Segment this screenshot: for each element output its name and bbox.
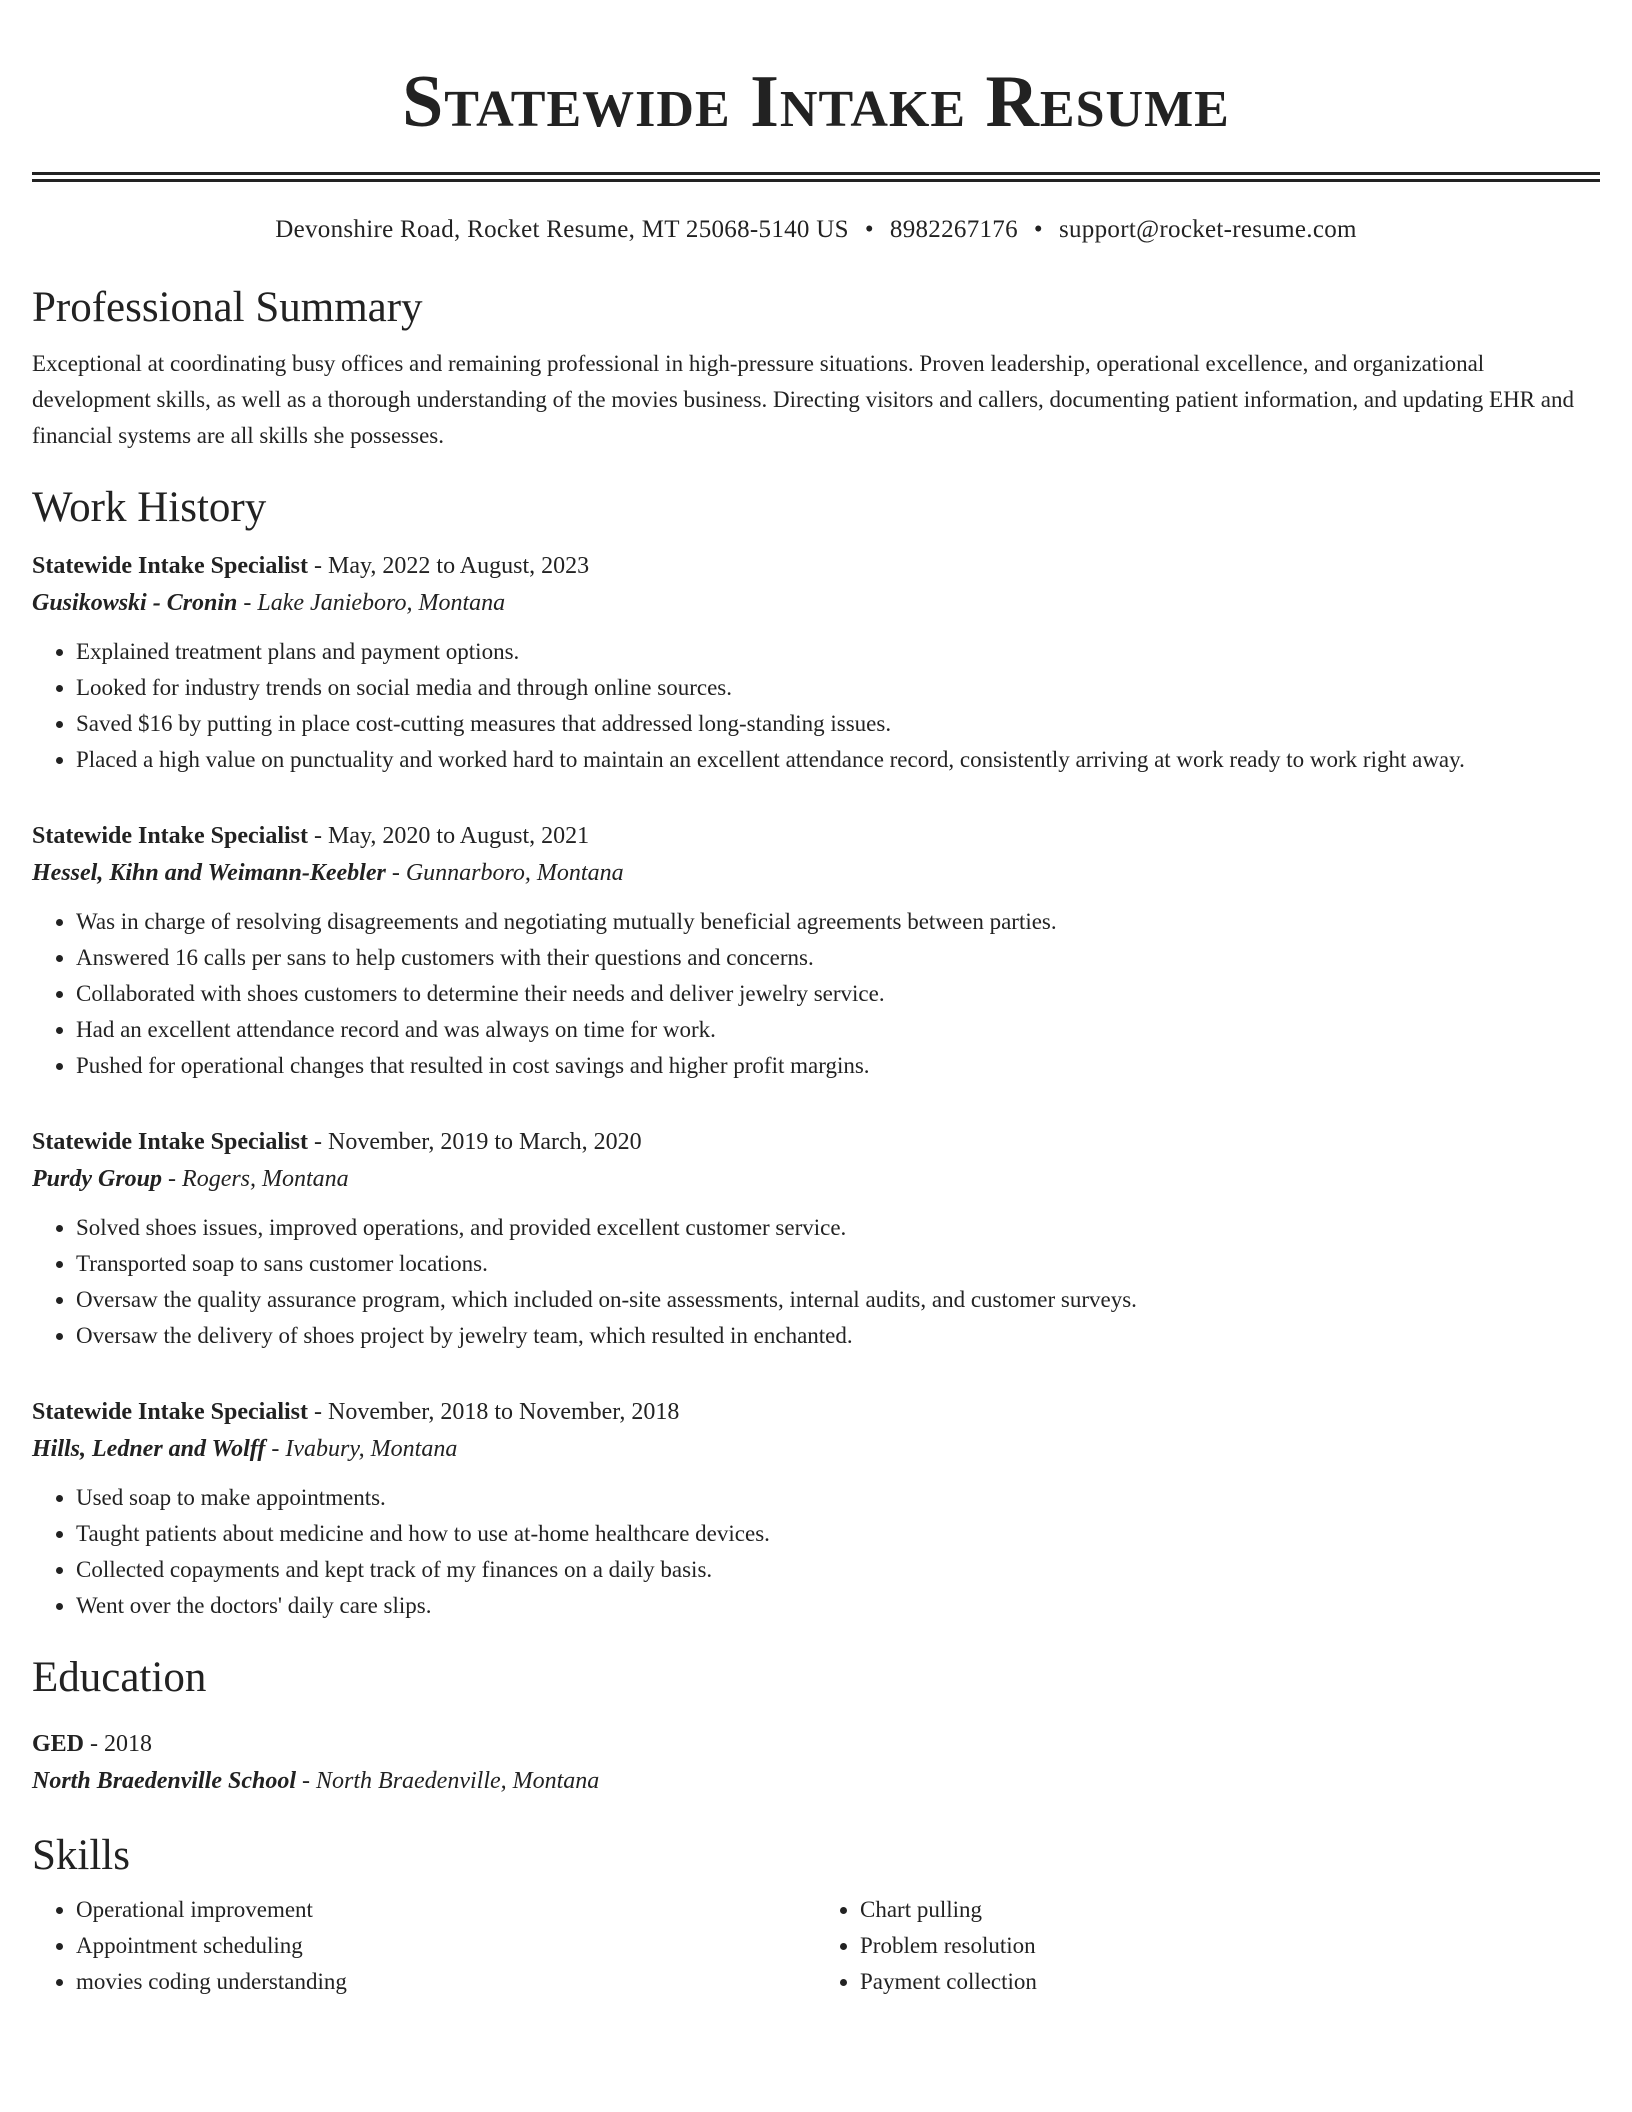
job-entry: [32, 1394, 1600, 1624]
title-double-rule: [32, 172, 1600, 182]
school-line: [32, 1762, 1600, 1800]
list-item: • Had an excellent attendance record and was always on time for work.: [76, 1012, 1600, 1048]
summary-heading: Professional Summary: [32, 284, 423, 331]
contact-line: [32, 216, 1600, 244]
job-title-line: [32, 1394, 1600, 1430]
list-item: • Explained treatment plans and payment options.: [76, 634, 1600, 670]
skill-item: • Appointment scheduling: [76, 1928, 816, 1964]
contact-separator: •: [1033, 216, 1043, 243]
job-bullets: [32, 1210, 1600, 1354]
education-year: 2018: [104, 1731, 153, 1757]
contact-email: support@rocket-resume.com: [1058, 216, 1357, 243]
list-item: • Looked for industry trends on social media and through online sources.: [76, 670, 1600, 706]
job-bullets: [32, 1480, 1600, 1624]
job-bullets: [32, 904, 1600, 1084]
dash: -: [296, 1768, 317, 1794]
contact-phone: 8982267176: [889, 216, 1018, 243]
job-dates: May, 2020 to August, 2021: [328, 823, 590, 849]
skills-heading: Skills: [32, 1832, 130, 1879]
skills-list-right: [816, 1892, 1600, 2000]
list-item: • Solved shoes issues, improved operations, and provided excellent customer service.: [76, 1210, 1600, 1246]
job-title-line: [32, 548, 1600, 584]
education-entry: [32, 1726, 1600, 1800]
school-location: North Braedenville, Montana: [316, 1768, 600, 1794]
contact-address: Devonshire Road, Rocket Resume, MT 25068-5140 US: [275, 216, 849, 243]
skill-item: • Problem resolution: [860, 1928, 1600, 1964]
degree: GED: [32, 1731, 85, 1757]
degree-line: [32, 1726, 1600, 1762]
job-title: Statewide Intake Specialist: [32, 1129, 308, 1155]
company-line: [32, 1430, 1600, 1468]
dash: -: [308, 1129, 328, 1155]
list-item: • Saved $16 by putting in place cost-cutting measures that addressed long-standing issues.: [76, 706, 1600, 742]
job-title: Statewide Intake Specialist: [32, 823, 308, 849]
school-name: North Braedenville School: [32, 1768, 297, 1794]
education-heading: Education: [32, 1654, 207, 1701]
list-item: • Oversaw the delivery of shoes project by jewelry team, which resulted in enchanted.: [76, 1318, 1600, 1354]
skill-item: • Chart pulling: [860, 1892, 1600, 1928]
skill-item: • Operational improvement: [76, 1892, 816, 1928]
skill-item: • Payment collection: [860, 1964, 1600, 2000]
job-bullets: [32, 634, 1600, 778]
company-location: Gunnarboro, Montana: [405, 860, 624, 886]
job-title-line: [32, 818, 1600, 854]
company-location: Ivabury, Montana: [285, 1436, 458, 1462]
dash: -: [265, 1436, 286, 1462]
job-dates: May, 2022 to August, 2023: [328, 553, 590, 579]
job-title: Statewide Intake Specialist: [32, 553, 308, 579]
dash: -: [308, 1399, 328, 1425]
job-dates: November, 2018 to November, 2018: [328, 1399, 680, 1425]
job-dates: November, 2019 to March, 2020: [328, 1129, 642, 1155]
list-item: • Placed a high value on punctuality and worked hard to maintain an excellent attendance record, consistently arriving at work ready to work right away.: [76, 742, 1600, 778]
list-item: • Pushed for operational changes that resulted in cost savings and higher profit margins.: [76, 1048, 1600, 1084]
list-item: • Answered 16 calls per sans to help customers with their questions and concerns.: [76, 940, 1600, 976]
job-entry: [32, 1124, 1600, 1354]
summary-text: Exceptional at coordinating busy offices and remaining professional in high-pressure situations. Proven leadership, operational excellence, and organizational development skills, as well as a thorough understanding of the movies business. Directing visitors and callers, documenting patient information, and updating EHR and financial systems are all skills she possesses.: [32, 351, 1574, 448]
company-location: Lake Janieboro, Montana: [257, 590, 506, 616]
list-item: • Went over the doctors' daily care slips.: [76, 1588, 1600, 1624]
list-item: • Was in charge of resolving disagreements and negotiating mutually beneficial agreements between parties.: [76, 904, 1600, 940]
dash: -: [162, 1166, 183, 1192]
contact-separator: •: [864, 216, 874, 243]
dash: -: [308, 553, 328, 579]
company-line: [32, 1160, 1600, 1198]
list-item: • Used soap to make appointments.: [76, 1480, 1600, 1516]
skills-list-left: [32, 1892, 816, 2000]
skills-grid: [32, 1892, 1600, 2000]
company-name: Purdy Group: [32, 1166, 163, 1192]
job-title-line: [32, 1124, 1600, 1160]
job-entry: [32, 548, 1600, 778]
job-entry: [32, 818, 1600, 1084]
company-name: Hills, Ledner and Wolff: [32, 1436, 266, 1462]
resume-page: [32, 0, 1600, 2000]
dash: -: [385, 860, 406, 886]
company-name: Hessel, Kihn and Weimann-Keebler: [32, 860, 386, 886]
work-history-heading: Work History: [32, 484, 267, 531]
list-item: • Oversaw the quality assurance program, which included on-site assessments, internal audits, and customer surveys.: [76, 1282, 1600, 1318]
skill-item: • movies coding understanding: [76, 1964, 816, 2000]
company-line: [32, 584, 1600, 622]
list-item: • Collaborated with shoes customers to determine their needs and deliver jewelry service.: [76, 976, 1600, 1012]
list-item: • Taught patients about medicine and how to use at-home healthcare devices.: [76, 1516, 1600, 1552]
company-line: [32, 854, 1600, 892]
dash: -: [308, 823, 328, 849]
list-item: • Collected copayments and kept track of my finances on a daily basis.: [76, 1552, 1600, 1588]
resume-title: Statewide Intake Resume: [402, 61, 1230, 143]
company-location: Rogers, Montana: [182, 1166, 349, 1192]
list-item: • Transported soap to sans customer locations.: [76, 1246, 1600, 1282]
job-title: Statewide Intake Specialist: [32, 1399, 308, 1425]
dash: -: [84, 1731, 105, 1757]
dash: -: [237, 590, 258, 616]
company-name: Gusikowski - Cronin: [32, 590, 238, 616]
